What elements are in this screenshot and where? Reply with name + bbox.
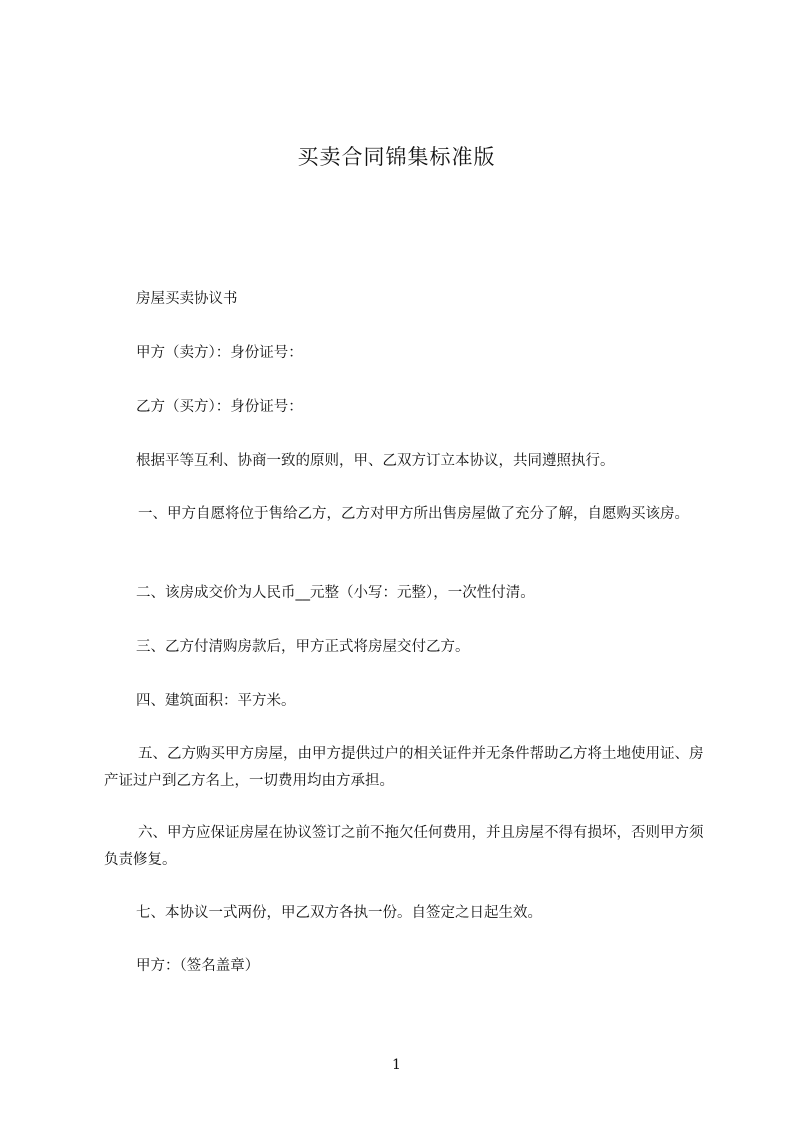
paragraph-principle: 根据平等互利、协商一致的原则，甲、乙双方订立本协议，共同遵照执行。 — [136, 453, 615, 469]
paragraph-clause-4: 四、建筑面积：平方米。 — [136, 693, 296, 709]
paragraph-party-a: 甲方（卖方）：身份证号： — [136, 345, 303, 361]
paragraph-agreement-heading: 房屋买卖协议书 — [136, 291, 238, 307]
page-number: 1 — [392, 1057, 401, 1073]
paragraph-clause-5: 五、乙方购买甲方房屋，由甲方提供过户的相关证件并无条件帮助乙方将土地使用证、房产证过户到乙方名上，一切费用均由方承担。 — [104, 746, 704, 789]
paragraph-clause-6: 六、甲方应保证房屋在协议签订之前不拖欠任何费用，并且房屋不得有损坏，否则甲方须负责修复。 — [104, 825, 704, 868]
paragraph-clause-7: 七、本协议一式两份，甲乙双方各执一份。自签定之日起生效。 — [136, 905, 542, 921]
document-title: 买卖合同锦集标准版 — [297, 145, 496, 169]
paragraph-clause-1: 一、甲方自愿将位于售给乙方，乙方对甲方所出售房屋做了充分了解，自愿购买该房。 — [138, 506, 689, 522]
paragraph-signature-party-a: 甲方：（签名盖章） — [136, 958, 260, 974]
paragraph-clause-3: 三、乙方付清购房款后，甲方正式将房屋交付乙方。 — [136, 639, 470, 655]
paragraph-party-b: 乙方（买方）：身份证号： — [136, 399, 303, 415]
paragraph-clause-2: 二、该房成交价为人民币__元整（小写：元整），一次性付清。 — [136, 585, 535, 601]
